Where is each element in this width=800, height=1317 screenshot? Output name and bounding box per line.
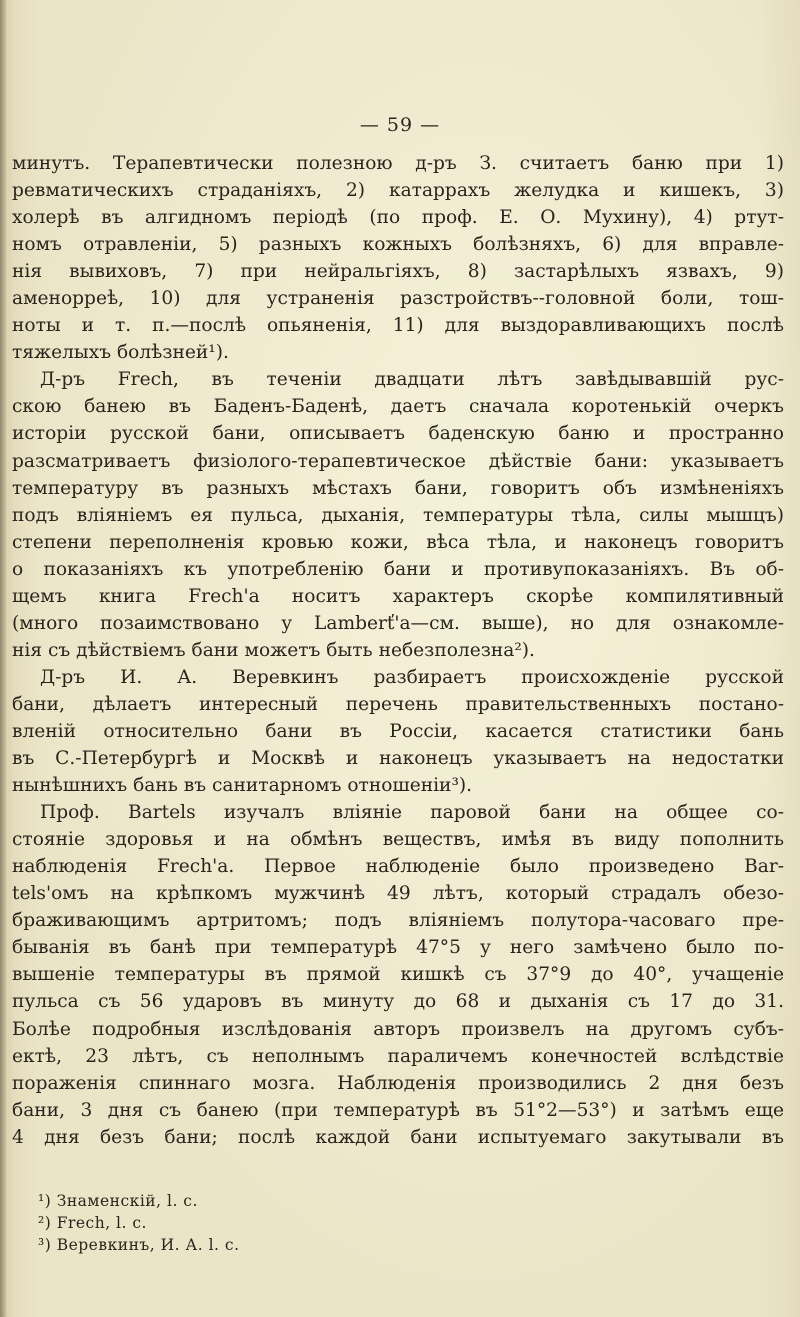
text-line: о показаніяхъ къ употребленію бани и противупоказаніяхъ. Въ об-	[12, 558, 784, 580]
text-line: щемъ книга Frech'a носитъ характеръ скорѣе компилятивный	[12, 585, 784, 607]
text-line: Проф. Bartels изучалъ вліяніе паровой бани на общее со-	[40, 802, 784, 824]
footnote: ³) Веревкинъ, И. А. l. c.	[38, 1236, 240, 1254]
text-line: быванія въ банѣ при температурѣ 47°5 у него замѣчено было по-	[12, 937, 784, 959]
text-line: нія вывиховъ, 7) при нейральгіяхъ, 8) застарѣлыхъ язвахъ, 9)	[12, 261, 784, 283]
text-line: бани, 3 дня съ банею (при температурѣ въ 51°2—53°) и затѣмъ еще	[12, 1099, 784, 1121]
page-number: — 59 —	[359, 114, 441, 136]
text-line: степени переполненія кровью кожи, вѣса тѣла, и наконецъ говоритъ	[12, 531, 784, 553]
text-line: бани, дѣлаетъ интересный перечень правительственныхъ постано-	[12, 693, 784, 715]
footnote: ¹) Знаменскій, l. c.	[38, 1192, 198, 1210]
text-line: 4 дня безъ бани; послѣ каждой бани испытуемаго закутывали въ	[12, 1126, 784, 1148]
text-line: подъ вліяніемъ ея пульса, дыханія, температуры тѣла, силы мышцъ)	[12, 504, 784, 526]
text-line: температуру въ разныхъ мѣстахъ бани, говоритъ объ измѣненіяхъ	[12, 477, 784, 499]
text-line: нынѣшнихъ бань въ санитарномъ отношеніи³).	[12, 775, 473, 797]
text-line: Болѣе подробныя изслѣдованія авторъ произвелъ на другомъ субъ-	[12, 1018, 784, 1040]
text-line: скою банею въ Баденъ-Баденѣ, даетъ сначала коротенькій очеркъ	[12, 396, 784, 418]
text-line: номъ отравленіи, 5) разныхъ кожныхъ болѣзняхъ, 6) для вправле-	[12, 234, 784, 256]
text-line: стояніе здоровья и на обмѣнъ веществъ, имѣя въ виду пополнить	[12, 829, 784, 851]
text-line: исторіи русской бани, описываетъ баденскую баню и пространно	[12, 423, 784, 445]
text-line: пульса съ 56 ударовъ въ минуту до 68 и дыханія съ 17 до 31.	[12, 991, 784, 1013]
text-line: ревматическихъ страданіяхъ, 2) катаррахъ желудка и кишекъ, 3)	[12, 180, 784, 202]
text-line: вленій относительно бани въ Россіи, касается статистики бань	[12, 720, 784, 742]
text-line: наблюденія Frech'a. Первое наблюденіе было произведено Bar-	[12, 856, 784, 878]
text-line: разсматриваетъ физіолого-терапевтическое дѣйствіе бани: указываетъ	[12, 450, 784, 472]
text-line: аменорреѣ, 10) для устраненія разстройствъ--головной боли, тош-	[12, 288, 784, 310]
text-line: ектѣ, 23 лѣтъ, съ неполнымъ параличемъ конечностей вслѣдствіе	[12, 1045, 784, 1067]
text-line: нія съ дѣйствіемъ бани можетъ быть небезполезна²).	[12, 639, 535, 661]
body-text	[12, 150, 784, 1151]
text-line: Д-ръ Frech, въ теченіи двадцати лѣтъ завѣдывавшій рус-	[40, 369, 784, 391]
text-line: вышеніе температуры въ прямой кишкѣ съ 37°9 до 40°, учащеніе	[12, 964, 784, 986]
footnote: ²) Frech, l. c.	[38, 1214, 147, 1232]
text-line: минутъ. Терапевтически полезною д-ръ З. считаетъ баню при 1)	[12, 153, 784, 174]
text-line: (много позаимствовано у Lamberť'a—см. выше), но для ознакомле-	[12, 612, 784, 634]
text-line: тяжелыхъ болѣзней¹).	[12, 342, 229, 364]
text-line: холерѣ въ алгидномъ періодѣ (по проф. Е. О. Мухину), 4) ртут-	[12, 207, 784, 229]
text-line: ноты и т. п.—послѣ опьяненія, 11) для выздоравливающихъ послѣ	[12, 315, 784, 337]
text-line: въ С.-Петербургѣ и Москвѣ и наконецъ указываетъ на недостатки	[12, 748, 784, 770]
text-line: браживающимъ артритомъ; подъ вліяніемъ полутора-часоваго пре-	[12, 910, 784, 932]
footnotes	[38, 1190, 240, 1256]
book-spine-shadow	[0, 0, 6, 1317]
text-line: Д-ръ И. А. Веревкинъ разбираетъ происхожденіе русской	[40, 666, 784, 688]
text-line: пораженія спиннаго мозга. Наблюденія производились 2 дня безъ	[12, 1072, 784, 1094]
text-line: tels'омъ на крѣпкомъ мужчинѣ 49 лѣтъ, который страдалъ обезо-	[12, 883, 784, 905]
